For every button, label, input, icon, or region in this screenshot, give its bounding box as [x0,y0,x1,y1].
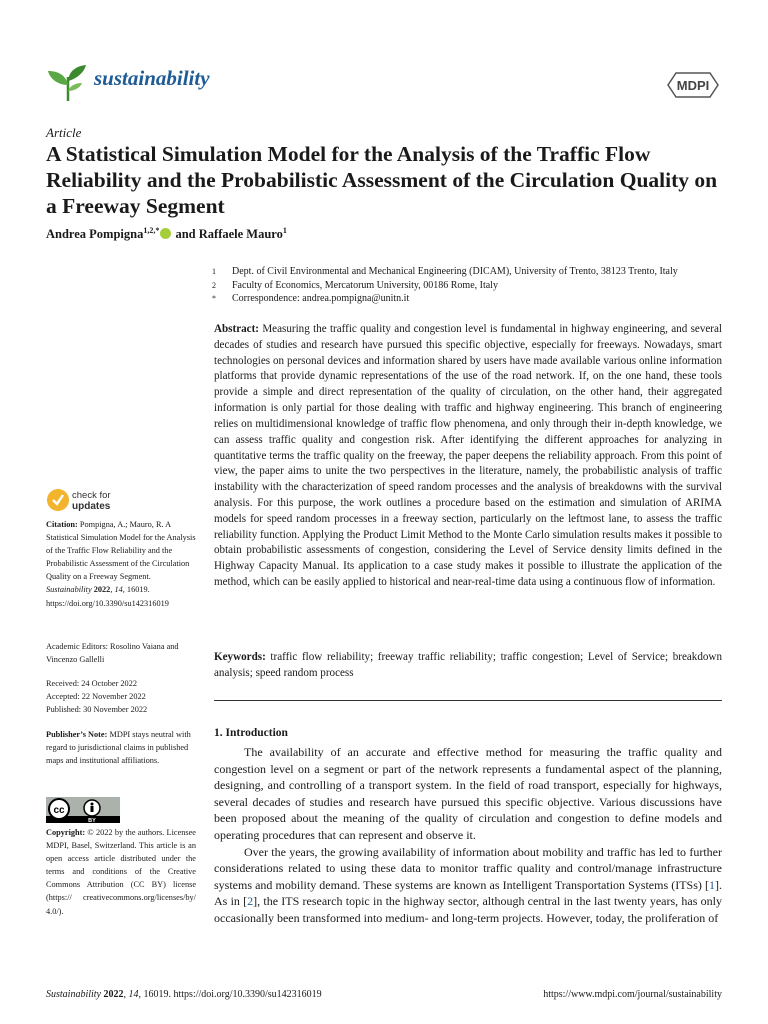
author-affil-sup: 1 [282,226,287,235]
introduction-text [214,744,722,927]
keywords-text: traffic flow reliability; freeway traffic reliability; traffic congestion; Level of Service; breakdown analysis; speed random process [214,651,722,679]
affiliations: 1 Dept. of Civil Environmental and Mechanical Engineering (DICAM), University of Trento, 38123 Trento, Italy 2 Faculty of Economics, Mercatorum University, 00186 Rome, Italy * Correspondence: andrea.pompigna@unitn.it [212,266,678,304]
academic-editors: Academic Editors: Rosolino Vaiana and Vincenzo Gallelli [46,642,179,665]
affiliation: Faculty of Economics, Mercatorum University, 00186 Rome, Italy [232,279,498,291]
copyright: Copyright: © 2022 by the authors. Licensee MDPI, Basel, Switzerland. This article is an open access article distributed under the terms and conditions of the Creative Commons Attribution (CC BY) license (https:// creativecommons.org/licenses/by/ 4.0/). [46,828,196,916]
published-date: Published: 30 November 2022 [46,705,148,715]
orcid-icon[interactable] [160,228,171,239]
affiliation: Dept. of Civil Environmental and Mechanical Engineering (DICAM), University of Trento, 38123 Trento, Italy [232,266,678,277]
author-affil-sup: 1,2,* [143,226,160,235]
author-list: Andrea Pompigna$^{1,2,*}$ and Raffaele Mauro$^1$ [46,226,287,242]
paragraph: The availability of an accurate and effective method for measuring the traffic quality and congestion level on a segment or part of the network represents a fundamental aspect of the planning, designing, and controlling of a transport system. In the field of road transport, especially for highways, several decades of studies and research have pursued this specific objective. Various discussions have been proposed about the meaning of the quality of circulation and congestion to define models and operating procedures that can represent and observe it. [214,745,722,842]
section-divider [214,700,722,701]
received-date: Received: 24 October 2022 [46,679,138,688]
abstract-label: Abstract: [214,323,259,335]
check-for-updates-button[interactable] [46,487,136,515]
dates [46,677,196,716]
author-name[interactable]: Andrea Pompigna [46,227,144,242]
paragraph: Over the years, the growing availability of information about mobility and traffic has led to further considerations related to using these data to monitor traffic quality and control/manage infrastructure systems and mobility demand. These systems are known as Intelligent Transportation Systems (ITSs) [1]. As in [2], the ITS research topic in the highway sector, although central in the last twenty years, has only occasionally been transformed into medium- and long-term projects. However, today, the proliferation of [214,844,722,925]
reference-link[interactable]: 2 [247,894,254,909]
footer [46,989,722,1000]
svg-text:check for: check for [72,490,111,501]
abstract-text: Measuring the traffic quality and congestion level is fundamental in highway engineering, and several decades of studies and research have pursued this specific objective, especially for freeways. Nowadays, smart technologies on personal devices and information shared by users have made available various online information platforms that provide dynamic representations of the use of the road network. If, on the one hand, these tools provide a simple and direct representation of the quality of circulation, on the other hand, their aggregated information is only partial for those dealing with traffic and highway engineering. This branch of engineering relies on multidimensional knowledge of traffic flow phenomena, and only through their in-depth knowledge, we can assess traffic quality and congestion risk. After identifying the different approaches for analyzing in quantitative terms the traffic quality on the freeway, the paper deepens the reliability approach. From this point of view, the paper aims to unite the two perspectives in the literature, namely, the probabilistic analysis of traffic instability with the characterization of speed random processes and the analysis of breakdowns with the survival analysis. For this purpose, the work outlines a procedure based on the estimation and simulation of ARIMA models for speed random processes in a freeway section, particularly on the leftmost lane, to assess the traffic reliability function. Applying the Product Limit Method to the Monte Carlo simulation results makes it possible to obtain probabilistic assessments of congestion, considering the Level of Service density limits defined in the Highway Capacity Manual. Its application to a case study makes it possible to illustrate the application of the method, which can be easily applied to historical and near-real-time data using a continuous flow of information. [214,323,722,588]
journal-logo-icon [46,63,90,103]
mdpi-logo [666,71,720,99]
article-type: Article [46,125,82,140]
keywords [214,650,722,682]
paper-title: A Statistical Simulation Model for the Analysis of the Traffic Flow Reliability and the Probabilistic Assessment of the Circulation Quality on a Freeway Segment [46,142,718,218]
svg-text:updates: updates [72,501,111,512]
reference-link[interactable]: 1 [709,877,715,892]
publisher-name: MDPI [676,78,710,93]
accepted-date: Accepted: 22 November 2022 [46,692,146,702]
author-name[interactable]: Raffaele Mauro [198,227,283,242]
publisher-note: Publisher’s Note: MDPI stays neutral with regard to jurisdictional claims in published maps and institutional affiliations. [46,730,191,766]
section-heading: 1. Introduction [214,727,288,739]
svg-text:BY: BY [88,818,96,823]
keywords-label: Keywords: [214,651,266,663]
correspondence[interactable]: Correspondence: andrea.pompigna@unitn.it [232,293,410,304]
journal-url-link[interactable]: https://www.mdpi.com/journal/sustainability [543,989,722,1000]
footer-citation: Sustainability 2022, 14, 16019. https://doi.org/10.3390/su142316019 [46,989,322,1000]
svg-text:cc: cc [53,805,65,816]
citation: Citation: Pompigna, A.; Mauro, R. A Statistical Simulation Model for the Analysis of the Traffic Flow Reliability and the Probabilistic Assessment of the Circulation Quality on a Freeway Segment. Sustainability 2022, 14, 16019. https://doi.org/10.3390/su142316019 [46,520,196,608]
abstract [214,322,722,591]
citation-doi[interactable]: , 16019. https://doi.org/10.3390/su142316019 [46,585,169,608]
journal-name: sustainability [94,66,210,90]
cc-by-license-icon[interactable] [46,797,120,823]
